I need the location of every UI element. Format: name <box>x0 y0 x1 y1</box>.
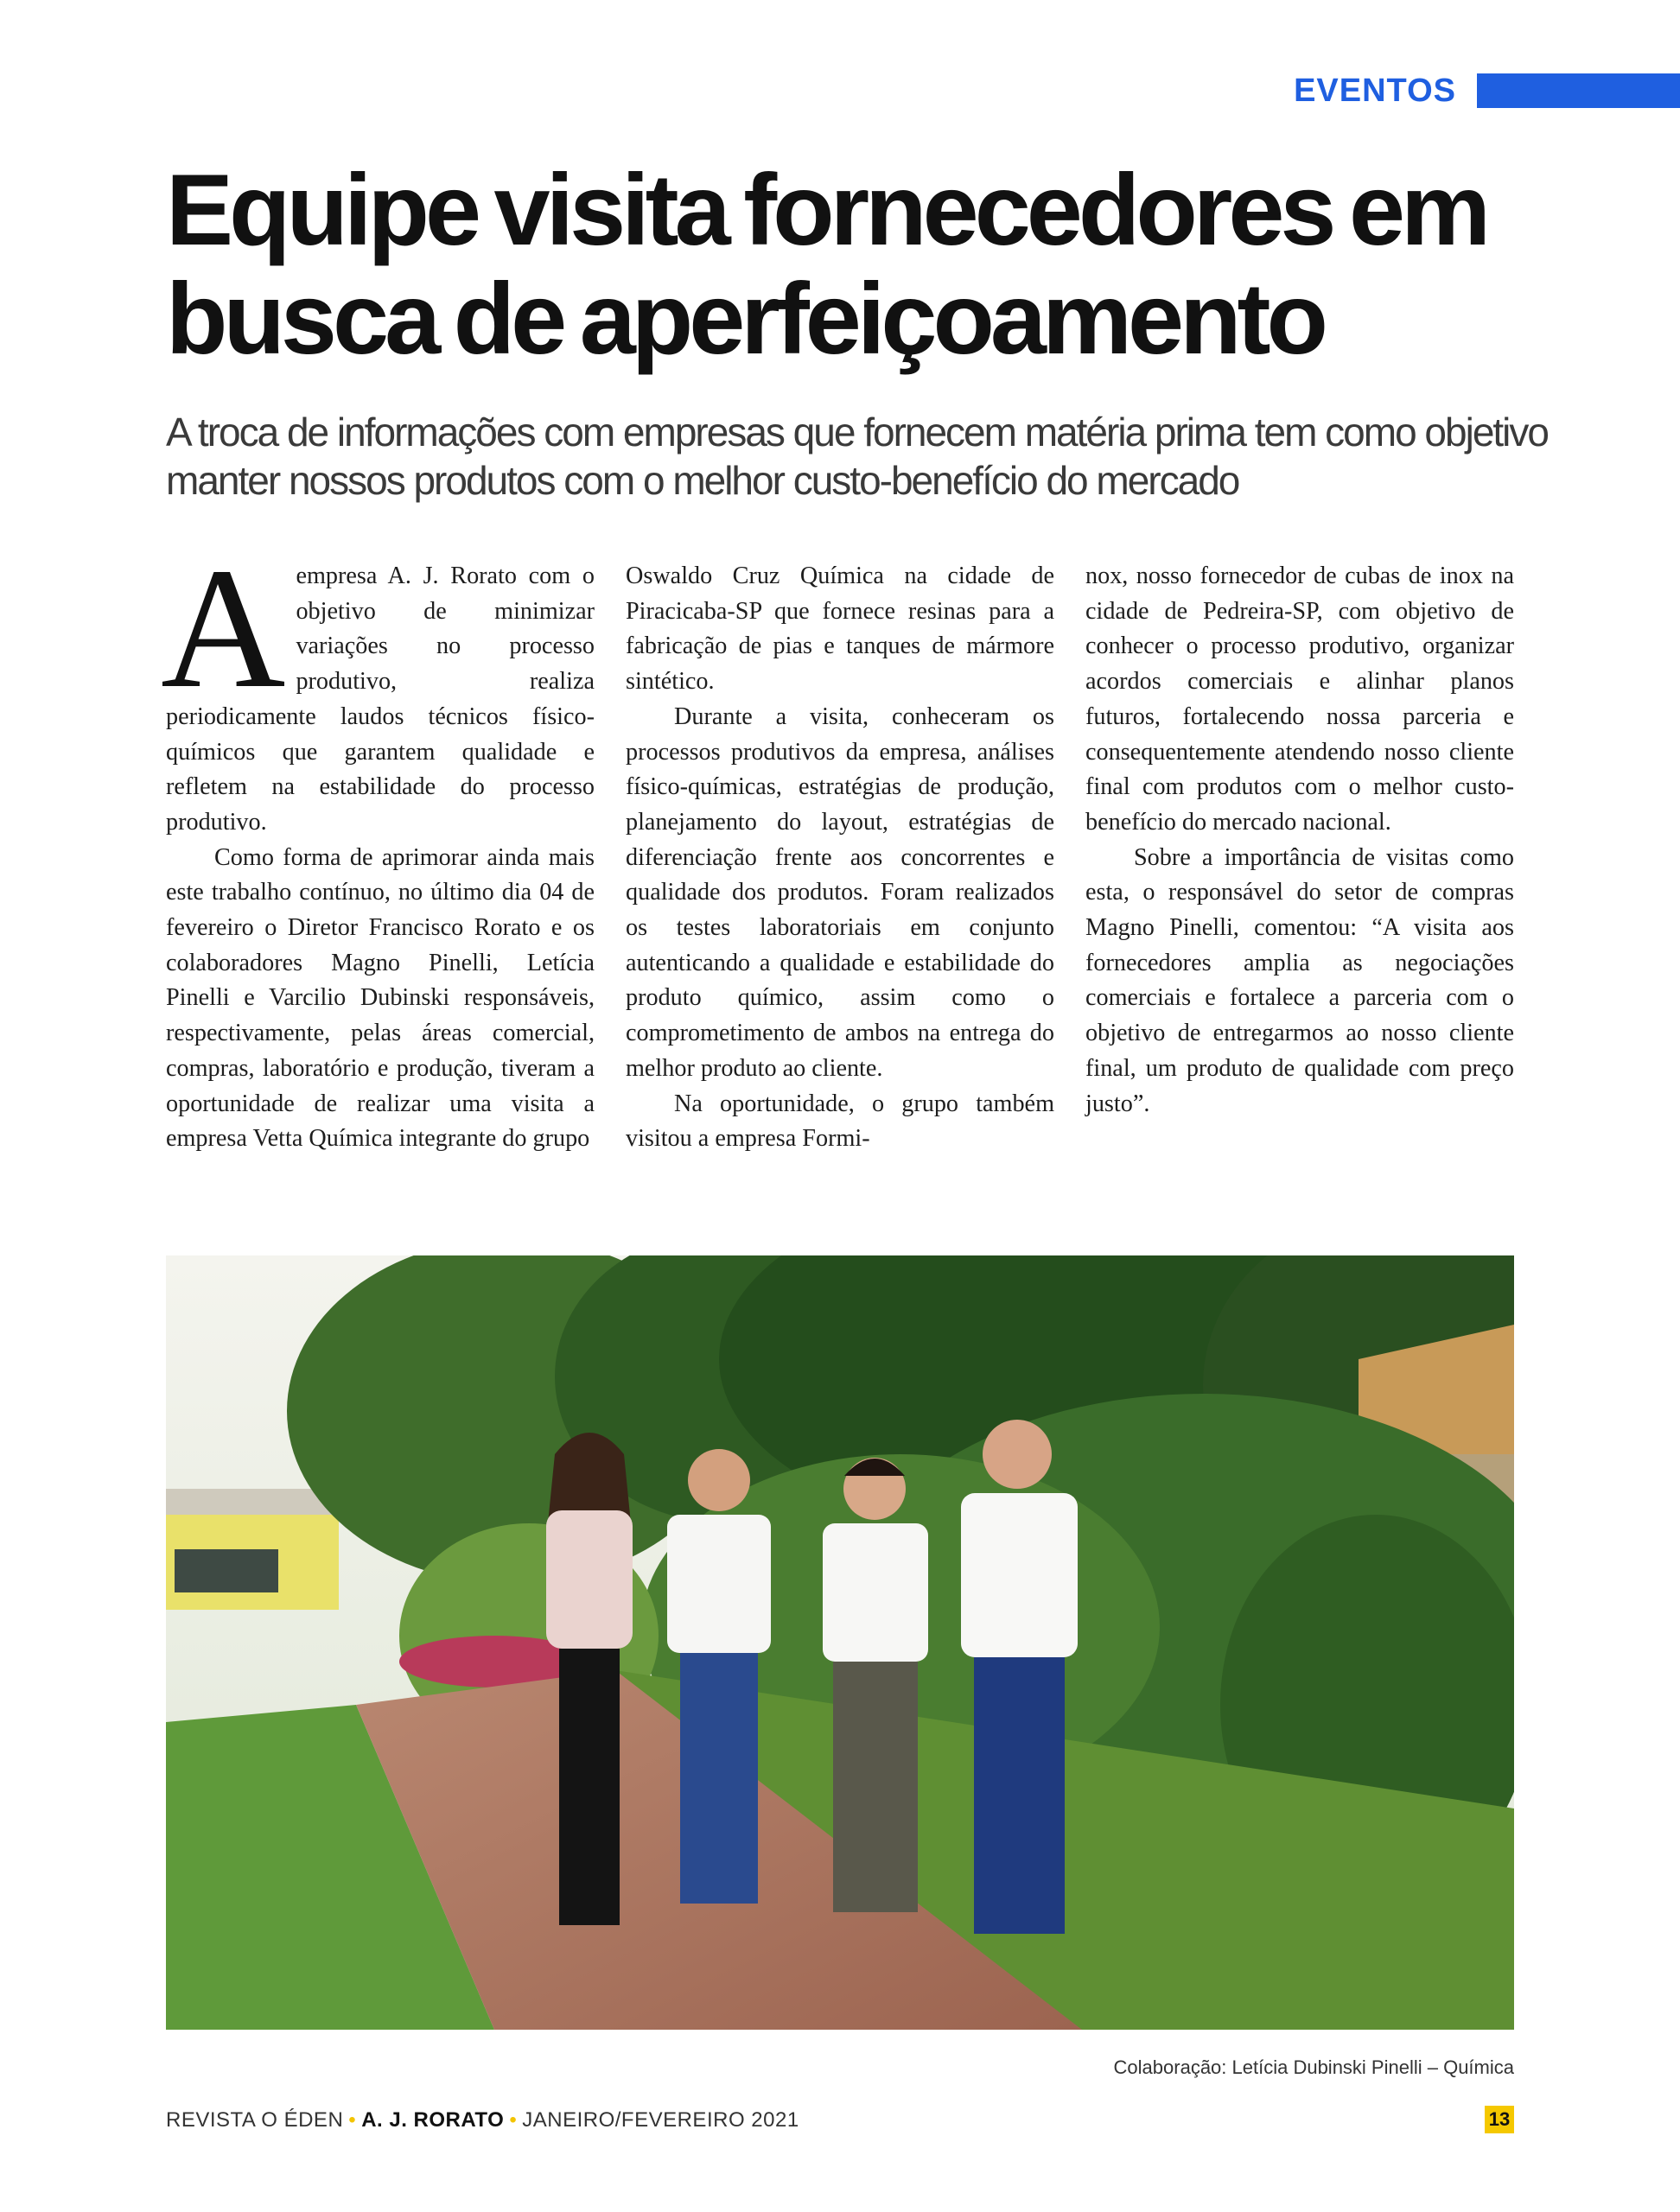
person-man-2 <box>823 1458 928 1912</box>
group-photo <box>166 1255 1514 2030</box>
article-column-1 <box>161 533 595 1157</box>
photo-caption: Colaboração: Letícia Dubinski Pinelli – Química <box>1113 2056 1514 2078</box>
person-man-3 <box>961 1420 1078 1934</box>
article-paragraph: Na oportunidade, o grupo também visitou a empresa Formi- <box>626 1090 1054 1153</box>
article-paragraph: Sobre a importância de visitas como esta, o responsável do setor de compras Magno Pinelli, comentou: “A visita aos fornecedores amplia as negociações comerciais e fortalece a parceria com o objetivo de entregarmos ao nosso cliente final, um produto de qualidade com preço justo”. <box>1085 843 1514 1117</box>
article-paragraph: Como forma de aprimorar ainda mais este trabalho contínuo, no último dia 04 de fevereiro o Diretor Francisco Rorato e os colaboradores Magno Pinelli, Letícia Pinelli e Varcilio Dubinski responsáveis, respectivamente, pelas áreas comercial, compras, laboratório e produção, tiveram a oportunidade de realizar uma visita a empresa Vetta Química integrante do grupo <box>166 843 595 1153</box>
section-tag <box>1294 73 1680 109</box>
footer-separator: • <box>509 2108 518 2132</box>
headline: Equipe visita fornecedores em busca de aperfeiçoamento <box>166 153 1487 375</box>
person-woman <box>546 1433 633 1925</box>
section-accent-bar <box>1477 73 1680 108</box>
page-footer <box>166 2108 799 2133</box>
magazine-name: REVISTA O ÉDEN <box>166 2108 344 2132</box>
page-number: 13 <box>1485 2106 1514 2133</box>
article-paragraph: Durante a visita, conheceram os processos produtivos da empresa, análises físico-químicas, estratégias de produção, planejamento do layout, estratégias de diferenciação frente aos concorrentes e qualidade dos produtos. Foram realizados os testes laboratoriais em conjunto autenticando a qualidade e estabilidade do produto químico, assim como o comprometimento de ambos na entrega do melhor produto ao cliente. <box>626 702 1054 1082</box>
brand-name: A. J. RORATO <box>361 2108 505 2132</box>
person-man-1 <box>667 1449 771 1904</box>
footer-separator: • <box>348 2108 357 2132</box>
article-paragraph: Oswaldo Cruz Química na cidade de Piracicaba-SP que fornece resinas para a fabricação de pias e tanques de mármore sintético. <box>626 563 1054 696</box>
article-paragraph <box>161 533 595 841</box>
section-label: EVENTOS <box>1294 72 1456 109</box>
issue-date: JANEIRO/FEVEREIRO 2021 <box>522 2108 799 2132</box>
subtitle: A troca de informações com empresas que fornecem matéria prima tem como objetivo manter nossos produtos com o melhor custo-benefício do mercado <box>166 410 1548 503</box>
dropcap: A <box>161 533 286 724</box>
article-column-2 <box>626 559 1054 1157</box>
article-column-3 <box>1085 559 1514 1122</box>
article-paragraph: nox, nosso fornecedor de cubas de inox na cidade de Pedreira-SP, com objetivo de conhecer o processo produtivo, organizar acordos comerciais e alinhar planos futuros, fortalecendo nossa parceria e consequentemente atendendo nosso cliente final com produtos com o melhor custo-benefício do mercado nacional. <box>1085 563 1514 836</box>
paragraph-text: empresa A. J. Rorato com o objetivo de minimizar variações no processo produtivo, realiza periodicamente laudos técnicos físico-químicos que garantem qualidade e refletem na estabilidade do processo produtivo. <box>166 563 595 836</box>
